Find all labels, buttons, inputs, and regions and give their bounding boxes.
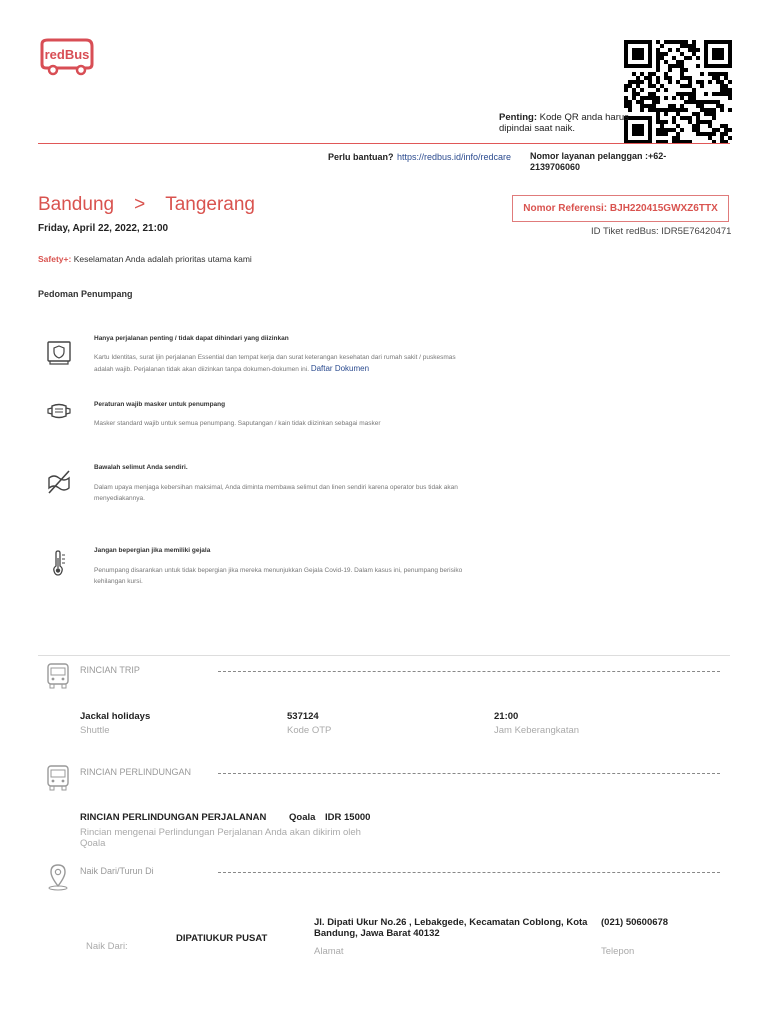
safety-note [38, 254, 252, 264]
route-arrow: > [134, 194, 146, 215]
location-pin-icon [44, 862, 72, 892]
guideline-title-2: Peraturan wajib masker untuk penumpang [94, 401, 226, 408]
bus-icon [44, 763, 72, 793]
guideline-desc-4: Penumpang disarankan untuk tidak bepergian jika mereka menunjukkan Gejala Covid-19. Dalam kasus ini, penumpang berisiko kehilangan kursi. [94, 567, 463, 585]
important-note [499, 112, 629, 134]
guideline-title-1: Hanya perjalanan penting / tidak dapat dihindari yang diizinkan [94, 335, 289, 342]
qr-code [624, 40, 732, 144]
guideline-desc-3: Dalam upaya menjaga kebersihan maksimal, Anda diminta membawa selimut dan linen sendiri karena operator bus tidak akan menyediakannya. [94, 484, 458, 502]
safety-text: Keselamatan Anda adalah prioritas utama kami [73, 254, 252, 264]
operator-name: Jackal holidays [80, 711, 151, 722]
boarding-address: Jl. Dipati Ukur No.26 , Lebakgede, Kecamatan Coblong, Kota Bandung, Jawa Barat 40132 [314, 917, 588, 939]
logo-text: redBus [44, 47, 90, 62]
document-list-link[interactable]: Daftar Dokumen [310, 364, 370, 373]
operator-label: Shuttle [80, 725, 110, 736]
protection-amount: IDR 15000 [325, 812, 371, 823]
section-divider [38, 655, 730, 656]
protection-provider: Qoala [289, 812, 316, 823]
trip-details-divider [218, 671, 720, 672]
important-text: Kode QR anda harus dipindai saat naik. [499, 112, 629, 134]
document-shield-icon [46, 339, 72, 365]
bus-icon [44, 661, 72, 691]
guideline-title-3: Bawalah selimut Anda sendiri. [94, 464, 188, 471]
trip-details-title: RINCIAN TRIP [80, 665, 140, 675]
help-link[interactable]: https://redbus.id/info/redcare [397, 152, 512, 162]
departure-label: Jam Keberangkatan [494, 725, 580, 736]
protection-divider [218, 773, 720, 774]
important-label: Penting: [499, 112, 537, 123]
trip-date: Friday, April 22, 2022, 21:00 [38, 223, 169, 234]
otp-label: Kode OTP [287, 725, 332, 736]
guidelines-title: Pedoman Penumpang [38, 289, 133, 299]
phone-label: Telepon [601, 946, 635, 957]
ticket-id: ID Tiket redBus: IDR5E76420471 [591, 226, 732, 237]
protection-name: RINCIAN PERLINDUNGAN PERJALANAN [80, 812, 267, 823]
protection-title: RINCIAN PERLINDUNGAN [80, 767, 192, 777]
reference-number: Nomor Referensi: BJH220415GWXZ6TTX [512, 195, 729, 222]
header-divider [38, 143, 730, 144]
protection-desc: Rincian mengenai Perlindungan Perjalanan Anda akan dikirim oleh Qoala [80, 827, 361, 849]
guideline-desc-1-text: Kartu Identitas, surat ijin perjalanan Essential dan tempat kerja dan surat keterangan kesehatan dari rumah sakit / puskesmas adalah wajib. Perjalanan tidak akan diizinkan tanpa dokumen-dokumen ini. [94, 354, 456, 373]
route-from: Bandung [38, 194, 115, 215]
thermometer-icon [46, 550, 72, 576]
boarding-title: Naik Dari/Turun Di [80, 866, 154, 876]
help-label: Perlu bantuan? [328, 152, 394, 162]
boarding-phone: (021) 50600678 [601, 917, 669, 928]
departure-time: 21:00 [494, 711, 519, 722]
route-to: Tangerang [165, 194, 255, 215]
route-title [38, 194, 275, 216]
safety-label: Safety+: [38, 254, 72, 264]
boarding-point: DIPATIUKUR PUSAT [176, 933, 268, 944]
guideline-desc-2: Masker standard wajib untuk semua penumpang. Saputangan / kain tidak diizinkan sebagai masker [94, 420, 381, 427]
mask-icon [46, 398, 72, 424]
guideline-desc-1 [94, 352, 464, 375]
address-label: Alamat [314, 946, 344, 957]
boarding-divider [218, 872, 720, 873]
redbus-logo [38, 38, 96, 76]
customer-service-number: Nomor layanan pelanggan :+62-2139706060 [530, 151, 667, 172]
boarding-label: Naik Dari: [86, 941, 128, 952]
otp-code: 537124 [287, 711, 319, 722]
no-blanket-icon [46, 469, 72, 495]
guideline-title-4: Jangan bepergian jika memiliki gejala [94, 547, 211, 554]
